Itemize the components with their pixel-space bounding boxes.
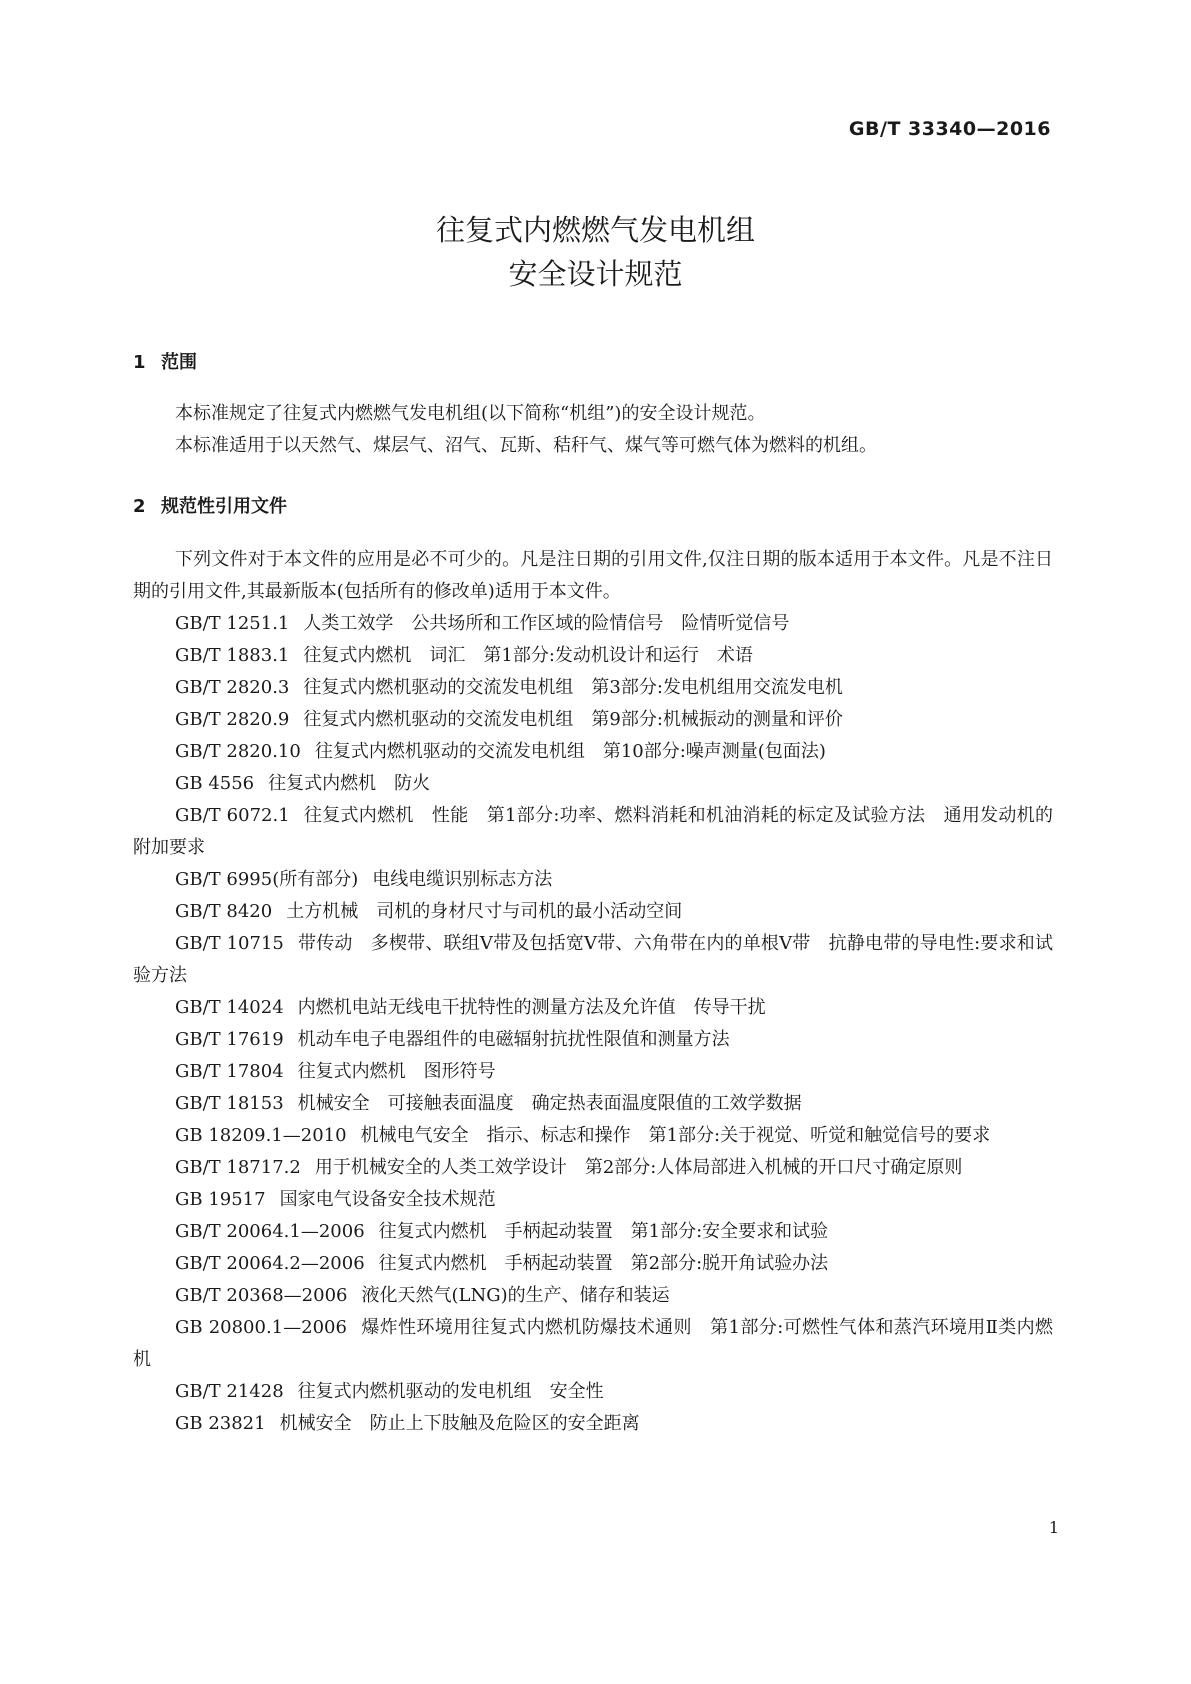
reference-code: GB/T 6995(所有部分)	[175, 869, 359, 890]
reference-item	[133, 1280, 1053, 1312]
reference-title: 爆炸性环境用往复式内燃机防爆技术通则 第1部分:可燃性气体和蒸汽环境用Ⅱ类内燃机	[133, 1317, 1054, 1370]
standard-code: GB/T 33340—2016	[848, 118, 1051, 140]
reference-item	[133, 608, 1053, 640]
reference-item	[133, 1056, 1053, 1088]
reference-item	[133, 992, 1053, 1024]
reference-item	[133, 768, 1053, 800]
reference-title: 往复式内燃机 性能 第1部分:功率、燃料消耗和机油消耗的标定及试验方法 通用发动机的附加要求	[133, 805, 1053, 858]
reference-item	[133, 1216, 1053, 1248]
reference-code: GB/T 14024	[175, 997, 284, 1018]
reference-code: GB 20800.1—2006	[175, 1317, 347, 1338]
reference-item	[133, 928, 1053, 992]
reference-code: GB/T 2820.3	[175, 677, 290, 698]
section-1-heading	[133, 348, 197, 374]
reference-code: GB 23821	[175, 1413, 266, 1434]
section-1-number: 1	[133, 352, 146, 373]
reference-item	[133, 704, 1053, 736]
reference-code: GB/T 20064.2—2006	[175, 1253, 365, 1274]
section-1-body	[133, 398, 1053, 462]
reference-code: GB 18209.1—2010	[175, 1125, 347, 1146]
reference-code: GB 4556	[175, 773, 255, 794]
page-number: 1	[1048, 1518, 1059, 1537]
reference-code: GB/T 8420	[175, 901, 273, 922]
reference-title: 机械安全 防止上下肢触及危险区的安全距离	[279, 1413, 640, 1434]
section-2-title: 规范性引用文件	[161, 496, 287, 517]
reference-code: GB/T 17804	[175, 1061, 284, 1082]
reference-item	[133, 1088, 1053, 1120]
document-title	[0, 208, 1191, 296]
section-1-paragraph: 本标准适用于以天然气、煤层气、沼气、瓦斯、秸秆气、煤气等可燃气体为燃料的机组。	[175, 435, 877, 456]
reference-item	[133, 640, 1053, 672]
reference-title: 液化天然气(LNG)的生产、储存和装运	[361, 1285, 670, 1306]
reference-code: GB/T 6072.1	[175, 805, 290, 826]
reference-title: 往复式内燃机 图形符号	[297, 1061, 496, 1082]
section-2-intro	[133, 544, 1053, 608]
reference-item	[133, 1312, 1053, 1376]
reference-code: GB/T 20368—2006	[175, 1285, 348, 1306]
reference-title: 人类工效学 公共场所和工作区域的险情信号 险情听觉信号	[303, 613, 790, 634]
reference-code: GB/T 20064.1—2006	[175, 1221, 365, 1242]
reference-code: GB/T 2820.9	[175, 709, 290, 730]
section-1-title: 范围	[161, 352, 197, 373]
reference-code: GB/T 17619	[175, 1029, 284, 1050]
reference-title: 土方机械 司机的身材尺寸与司机的最小活动空间	[286, 901, 683, 922]
reference-title: 机械电气安全 指示、标志和操作 第1部分:关于视觉、听觉和触觉信号的要求	[360, 1125, 991, 1146]
reference-list	[133, 608, 1053, 1440]
reference-title: 国家电气设备安全技术规范	[279, 1189, 496, 1210]
reference-code: GB/T 2820.10	[175, 741, 301, 762]
reference-title: 往复式内燃机驱动的发电机组 安全性	[297, 1381, 604, 1402]
reference-item	[133, 800, 1053, 864]
reference-item	[133, 1248, 1053, 1280]
reference-title: 机械安全 可接触表面温度 确定热表面温度限值的工效学数据	[297, 1093, 802, 1114]
reference-title: 往复式内燃机 手柄起动装置 第2部分:脱开角试验办法	[378, 1253, 829, 1274]
reference-item	[133, 864, 1053, 896]
reference-title: 往复式内燃机驱动的交流发电机组 第9部分:机械振动的测量和评价	[303, 709, 843, 730]
section-2-intro-paragraph: 下列文件对于本文件的应用是必不可少的。凡是注日期的引用文件,仅注日期的版本适用于本文件。凡是不注日期的引用文件,其最新版本(包括所有的修改单)适用于本文件。	[133, 549, 1053, 602]
reference-title: 带传动 多楔带、联组V带及包括宽V带、六角带在内的单根V带 抗静电带的导电性:要求和试验方法	[133, 933, 1053, 986]
reference-title: 电线电缆识别标志方法	[372, 869, 553, 890]
reference-title: 内燃机电站无线电干扰特性的测量方法及允许值 传导干扰	[297, 997, 766, 1018]
reference-item	[133, 1376, 1053, 1408]
reference-item	[133, 1152, 1053, 1184]
reference-title: 往复式内燃机 词汇 第1部分:发动机设计和运行 术语	[303, 645, 753, 666]
reference-code: GB/T 1883.1	[175, 645, 290, 666]
reference-item	[133, 1120, 1053, 1152]
reference-title: 往复式内燃机驱动的交流发电机组 第3部分:发电机组用交流发电机	[303, 677, 843, 698]
reference-item	[133, 896, 1053, 928]
title-line-1: 往复式内燃燃气发电机组	[435, 213, 755, 247]
reference-code: GB/T 21428	[175, 1381, 284, 1402]
reference-code: GB/T 1251.1	[175, 613, 290, 634]
reference-item	[133, 1024, 1053, 1056]
reference-code: GB/T 18153	[175, 1093, 284, 1114]
reference-code: GB 19517	[175, 1189, 266, 1210]
reference-title: 往复式内燃机 防火	[268, 773, 431, 794]
reference-item	[133, 1184, 1053, 1216]
reference-item	[133, 1408, 1053, 1440]
section-2-heading	[133, 492, 287, 518]
reference-item	[133, 672, 1053, 704]
title-line-2: 安全设计规范	[508, 257, 683, 291]
reference-title: 往复式内燃机驱动的交流发电机组 第10部分:噪声测量(包面法)	[314, 741, 826, 762]
reference-title: 用于机械安全的人类工效学设计 第2部分:人体局部进入机械的开口尺寸确定原则	[314, 1157, 963, 1178]
reference-item	[133, 736, 1053, 768]
section-1-paragraph: 本标准规定了往复式内燃燃气发电机组(以下简称“机组”)的安全设计规范。	[175, 403, 766, 424]
reference-code: GB/T 18717.2	[175, 1157, 301, 1178]
section-2-number: 2	[133, 496, 146, 517]
reference-code: GB/T 10715	[175, 933, 284, 954]
reference-title: 往复式内燃机 手柄起动装置 第1部分:安全要求和试验	[378, 1221, 829, 1242]
reference-title: 机动车电子电器组件的电磁辐射抗扰性限值和测量方法	[297, 1029, 730, 1050]
